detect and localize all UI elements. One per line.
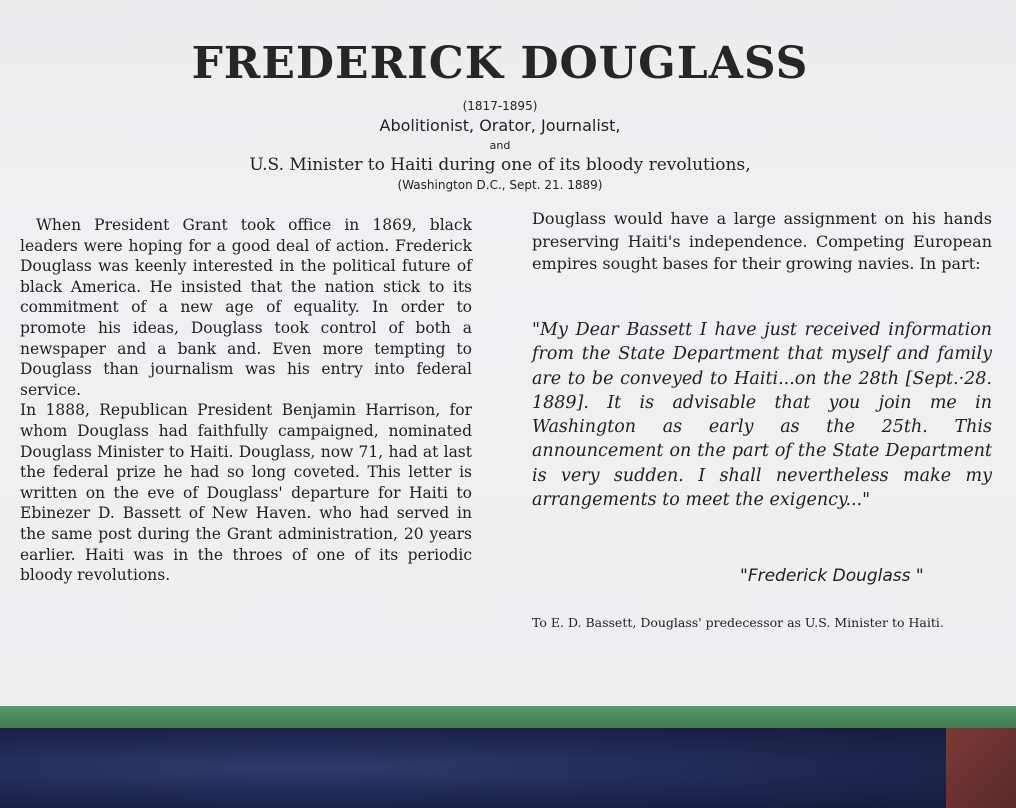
right-column-intro: Douglass would have a large assignment on his hands preserving Haiti's independence. Competing European empires sought bases for their growing navies. In part: — [532, 209, 992, 273]
and-line: and — [489, 139, 511, 152]
quote-signature: "Frederick Douglass " — [740, 566, 924, 586]
green-mat-border — [0, 706, 1016, 728]
blue-cloth-background — [0, 728, 1016, 808]
page-title: FREDERICK DOUGLASS — [191, 38, 809, 89]
recipient-note: To E. D. Bassett, Douglass' predecessor as U.S. Minister to Haiti. — [532, 615, 944, 630]
left-paragraph-1: When President Grant took office in 1869, black leaders were hoping for a good deal of action. Frederick Douglass was keenly interested in the political future of black America. He insisted that the nation stick to its commitment of a new age of equality. In order to promote his ideas, Douglass took control of both a newspaper and a bank and. Even more tempting to Douglass than journalism was his entry into federal service. — [20, 216, 472, 399]
left-column — [20, 215, 472, 586]
left-paragraph-2: In 1888, Republican President Benjamin Harrison, for whom Douglass had faithfully campaigned, nominated Douglass Minister to Haiti. Douglass, now 71, had at last the federal prize he had so long coveted. This letter is written on the eve of Douglass' departure for Haiti to Ebinezer D. Bassett of New Haven. who had served in the same post during the Grant administration, 20 years earlier. Haiti was in the throes of one of its periodic bloody revolutions. — [20, 401, 472, 585]
red-cloth-corner — [946, 728, 1016, 808]
letter-quote: "My Dear Bassett I have just received information from the State Department that myself and family are to be conveyed to Haiti...on the 28th [Sept.·28. 1889]. It is advisable that you join me in Washington as early as the 25th. This announcement on the part of the State Department is very sudden. I shall nevertheless make my arrangements to meet the exigency..." — [532, 320, 992, 511]
minister-line: U.S. Minister to Haiti during one of its bloody revolutions, — [249, 155, 751, 175]
roles-line: Abolitionist, Orator, Journalist, — [379, 116, 621, 135]
life-years: (1817-1895) — [462, 99, 538, 113]
location-date-line: (Washington D.C., Sept. 21. 1889) — [397, 178, 603, 192]
